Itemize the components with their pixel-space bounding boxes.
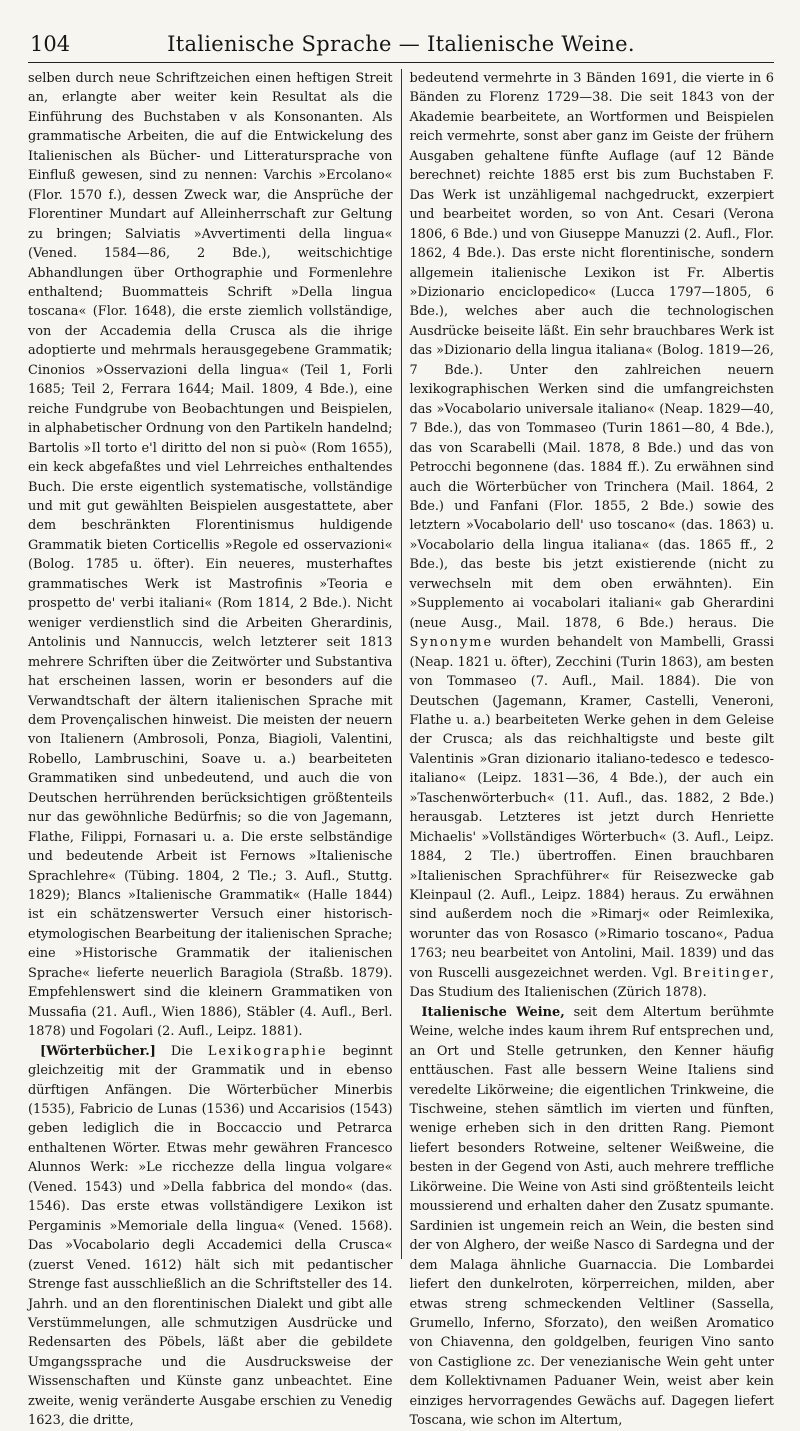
text-columns <box>28 69 774 1429</box>
spaced-author: Breitinger <box>682 965 770 981</box>
page-title: Italienische Sprache — Italienische Weine. <box>167 32 635 56</box>
left-column <box>28 69 393 1429</box>
section-label: [Wörterbücher.] <box>40 1043 156 1059</box>
column-divider <box>401 69 402 1259</box>
page-header <box>28 32 774 63</box>
grammar-paragraph: selben durch neue Schriftzeichen einen heftigen Streit an, erlangte aber weiter kein Resultat als die Einführung des Buchstaben v als Konsonanten. Als grammatische Arbeiten, die auf die Entwickelung des Italienischen als Bücher- und Litteratursprache von Einfluß gewesen, sind zu nennen: Varchis »Ercolano« (Flor. 1570 f.), dessen Zweck war, die Ansprüche der Florentiner Mundart auf Alleinherrschaft zur Geltung zu bringen; Salviatis »Avvertimenti della lingua« (Vened. 1584—86, 2 Bde.), weitschichtige Abhandlungen über Orthographie und Formenlehre enthaltend; Buommatteis Schrift »Della lingua toscana« (Flor. 1648), die erste ziemlich vollständige, von der Accademia della Crusca als die ihrige adoptierte und mehrmals herausgegebene Grammatik; Cinonios »Osservazioni della lingua« (Teil 1, Forli 1685; Teil 2, Ferrara 1644; Mail. 1809, 4 Bde.), eine reiche Fundgrube von Beobachtungen und Beispielen, in alphabetischer Ordnung von den Partikeln handelnd; Bartolis »Il torto e'l diritto del non si può« (Rom 1655), ein keck abgefaßtes und viel Lehrreiches enthaltendes Buch. Die erste eigentlich systematische, vollständige und mit gut gewählten Beispielen ausgestattete, aber dem beschränkten Florentinismus huldigende Grammatik bieten Corticellis »Regole ed osservazioni« (Bolog. 1785 u. öfter). Ein neueres, musterhaftes grammatisches Werk ist Mastrofinis »Teoria e prospetto de' verbi italiani« (Rom 1814, 2 Bde.). Nicht weniger verdienstlich sind die Arbeiten Gherardinis, Antolinis und Nannuccis, welch letzterer seit 1813 mehrere Schriften über die Zeitwörter und Substantiva hat erscheinen lassen, worin er besonders auf die Verwandtschaft der ältern italienischen Sprache mit dem Provençalischen hinweist. Die meisten der neuern von Italienern (Ambrosoli, Ponza, Biagioli, Valentini, Robello, Lambruschini, Soave u. a.) bearbeiteten Grammatiken sind unbedeutend, und auch die von Deutschen herrührenden berücksichtigen größtenteils nur das gewöhnliche Bedürfnis; so die von Jagemann, Flathe, Filippi, Fornasari u. a. Die erste selbständige und bedeutende Arbeit ist Fernows »Italienische Sprachlehre« (Tübing. 1804, 2 Tle.; 3. Aufl., Stuttg. 1829); Blancs »Italienische Grammatik« (Halle 1844) ist ein schätzenswerter Versuch einer historisch-etymologischen Bearbeitung der italienischen Sprache; eine »Historische Grammatik der italienischen Sprache« lieferte neuerlich Baragiola (Straßb. 1879). Empfehlenswert sind die kleinern Grammatiken von Mussafia (21. Aufl., Wien 1886), Stäbler (4. Aufl., Berl. 1878) und Fogolari (2. Aufl., Leipz. 1881). <box>28 71 393 1040</box>
spaced-term: Synonyme <box>409 635 494 651</box>
entry-headword: Italienische Weine, <box>421 1004 565 1020</box>
right-column <box>409 69 774 1429</box>
spaced-term: Lexikographie <box>207 1043 328 1059</box>
page-number: 104 <box>30 32 71 56</box>
wines-paragraph: Italienische Weine, seit dem Altertum berühmte Weine, welche indes kaum ihrem Ruf entsprechen und, an Ort und Stelle getrunken, den Kenner häufig enttäuschen. Fast alle bessern Weine Italiens sind veredelte Likörweine; die eigentlichen Trinkweine, die Tischweine, stehen sämtlich im vierten und fünften, wenige erheben sich in den dritten Rang. Piemont liefert besonders Rotweine, seltener Weißweine, die besten in der Gegend von Asti, auch mehrere treffliche Likörweine. Die Weine von Asti sind größtenteils leicht moussierend und erhalten daher den Zusatz spumante. Sardinien ist ungemein reich an Wein, die besten sind der von Alghero, der weiße Nasco di Sardegna und der dem Malaga ähnliche Guarnaccia. Die Lombardei liefert den dunkelroten, körperreichen, milden, aber etwas streng schmeckenden Veltliner (Sassella, Grumello, Inferno, Sforzato), den weißen Aromatico von Chiavenna, den goldgelben, feurigen Vino santo von Castiglione zc. Der venezianische Wein geht unter dem Kollektivnamen Paduaner Wein, weist aber kein einziges hervorragendes Gewächs auf. Dagegen liefert Toscana, wie schon im Altertum, <box>409 1004 774 1429</box>
lexicon-paragraph: bedeutend vermehrte in 3 Bänden 1691, die vierte in 6 Bänden zu Florenz 1729—38. Die seit 1843 von der Akademie bearbeitete, an Wortformen und Beispielen reich vermehrte, sonst aber ganz im Geiste der frühern Ausgaben gehaltene fünfte Auflage (auf 12 Bände berechnet) reichte 1885 erst bis zum Buchstaben F. Das Werk ist unzähligemal nachgedruckt, exzerpiert und bearbeitet worden, so von Ant. Cesari (Verona 1806, 6 Bde.) und von Giuseppe Manuzzi (2. Aufl., Flor. 1862, 4 Bde.). Das erste nicht florentinische, sondern allgemein italienische Lexikon ist Fr. Albertis »Dizionario enciclopedico« (Lucca 1797—1805, 6 Bde.), welches aber auch die technologischen Ausdrücke beiseite läßt. Ein sehr brauchbares Werk ist das »Dizionario della lingua italiana« (Bolog. 1819—26, 7 Bde.). Unter den zahlreichen neuern lexikographischen Werken sind die umfangreichsten das »Vocabolario universale italiano« (Neap. 1829—40, 7 Bde.), das von Tommaseo (Turin 1861—80, 4 Bde.), das von Scarabelli (Mail. 1878, 8 Bde.) und das von Petrocchi begonnene (das. 1884 ff.). Zu erwähnen sind auch die Wörterbücher von Trinchera (Mail. 1864, 2 Bde.) und Fanfani (Flor. 1855, 2 Bde.) sowie des letztern »Vocabolario dell' uso toscano« (das. 1863) u. »Vocabolario della lingua italiana« (das. 1865 ff., 2 Bde.), das beste bis jetzt existierende (nicht zu verwechseln mit dem oben erwähnten). Ein »Supplemento ai vocabolari italiani« gab Gherardini (neue Ausg., Mail. 1878, 6 Bde.) heraus. Die Synonyme wurden behandelt von Mambelli, Grassi (Neap. 1821 u. öfter), Zecchini (Turin 1863), am besten von Tommaseo (7. Aufl., Mail. 1884). Die von Deutschen (Jagemann, Kramer, Castelli, Veneroni, Flathe u. a.) bearbeiteten Werke gehen in dem Geleise der Crusca; als das reichhaltigste und beste gilt Valentinis »Gran dizionario italiano-tedesco e tedesco-italiano« (Leipz. 1831—36, 4 Bde.), der auch ein »Taschenwörterbuch« (11. Aufl., das. 1882, 2 Bde.) herausgab. Letzteres ist jetzt durch Henriette Michaelis' »Vollständiges Wörterbuch« (3. Aufl., Leipz. 1884, 2 Tle.) übertroffen. Einen brauchbaren »Italienischen Sprachführer« für Reisezwecke gab Kleinpaul (2. Aufl., Leipz. 1884) heraus. Zu erwähnen sind außerdem noch die »Rimarj« oder Reimlexika, worunter das von Rosasco (»Rimario toscano«, Padua 1763; neu bearbeitet von Antolini, Mail. 1839) und das von Ruscelli ausgezeichnet werden. Vgl. Breitinger, Das Studium des Italienischen (Zürich 1878). <box>409 71 774 1001</box>
dictionaries-paragraph: [Wörterbücher.] Die Lexikographie beginnt gleichzeitig mit der Grammatik und in ebenso dürftigen Anfängen. Die Wörterbücher Minerbis (1535), Fabricio de Lunas (1536) und Accarisios (1543) geben lediglich die in Boccaccio und Petrarca enthaltenen Wörter. Etwas mehr gewähren Francesco Alunnos Werk: »Le ricchezze della lingua volgare« (Vened. 1543) und »Della fabbrica del mondo« (das. 1546). Das erste etwas vollständigere Lexikon ist Pergaminis »Memoriale della lingua« (Vened. 1568). Das »Vocabolario degli Accademici della Crusca« (zuerst Vened. 1612) hält sich mit pedantischer Strenge fast ausschließlich an die Schriftsteller des 14. Jahrh. und an den florentinischen Dialekt und gibt alle Verstümmelungen, alle schmutzigen Ausdrücke und Redensarten des Pöbels, läßt aber die gebildete Umgangssprache und die Ausdrucksweise der Wissenschaften und Künste ganz unbeachtet. Eine zweite, wenig veränderte Ausgabe erschien zu Venedig 1623, die dritte, <box>28 1043 393 1429</box>
